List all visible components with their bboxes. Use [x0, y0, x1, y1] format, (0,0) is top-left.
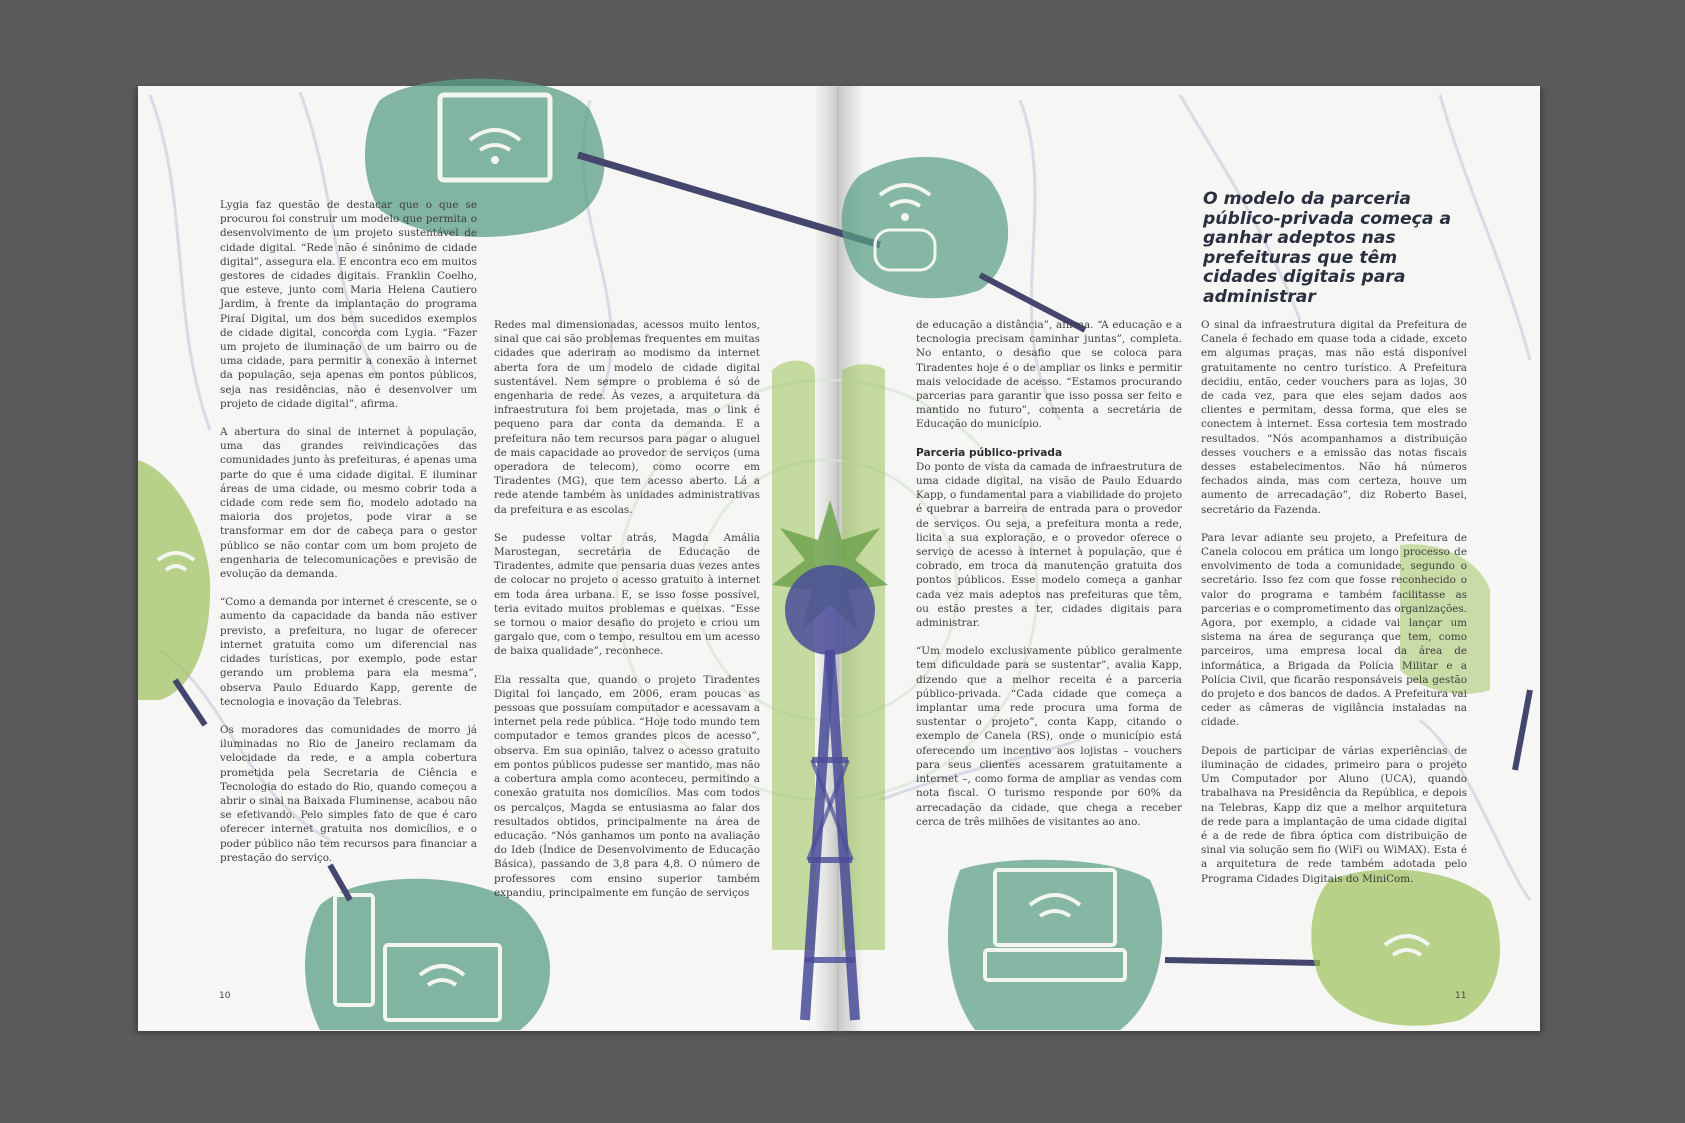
laptop-wifi-icon: [948, 860, 1162, 1030]
network-link: [578, 155, 880, 245]
page-number-right: 11: [1455, 991, 1467, 1001]
paragraph: Redes mal dimensionadas, acessos muito lentos, sinal que cai são problemas frequentes em muitas cidades que aderiram ao modismo da internet aberta fora de um modelo de cidade digital sustentável. Nem sempre o problema é só de engenharia de rede. Às vezes, a arquitetura da infraestrutura foi bem projetada, mas o link é pequeno para dar conta da demanda. E a prefeitura não tem recursos para pagar o aluguel de mais capacidade ao provedor de serviços (uma operadora de telecom), como ocorre em Tiradentes (MG), que tem acesso aberto. Lá a rede atende também às unidades administrativas da prefeitura e as escolas.: [494, 319, 760, 516]
paragraph: de educação a distância”, afirma. “A educação e a tecnologia precisam caminhar juntas”, completa. No entanto, o desafio que se coloca para Tiradentes hoje é o de ampliar os links e permitir mais velocidade de acesso. “Estamos procurando parcerias para garantir que isso possa ser feito e mantido no futuro”, comenta a secretária de Educação do município.: [916, 319, 1182, 431]
section-subheading: Parceria público-privada: [916, 446, 1063, 459]
article-column-2: [494, 318, 760, 900]
paragraph: Depois de participar de várias experiências de iluminação de cidades, primeiro para o projeto Um Computador por Aluno (UCA), quando trabalhava na Presidência da República, e depois na Telebras, Kapp diz que a melhor arquitetura de rede para a implantação de uma cidade digital é a de rede de fibra óptica com distribuição de sinal via solução sem fio (WiFi ou WiMAX). Esta é a arquitetura de rede também adotada pelo Programa Cidades Digitais do MiniCom.: [1201, 744, 1467, 885]
paragraph: “Um modelo exclusivamente público geralmente tem dificuldade para se sustentar”, avalia Kapp, dizendo que a melhor receita é a parceria público-privada. “Cada cidade que começa a implantar uma rede procura uma forma de sustentar o projeto”, conta Kapp, citando o exemplo de Canela (RS), onde o município está oferecendo um incentivo aos lojistas – vouchers para seus clientes acessarem gratuitamente a internet –, como forma de ampliar as vendas com nota fiscal. O turismo responde por 60% da arrecadação da cidade, que chega a receber cerca de três milhões de visitantes ao ano.: [916, 645, 1182, 828]
article-column-4: [1201, 318, 1467, 900]
page-number-left: 10: [219, 991, 231, 1001]
paragraph: Lygia faz questão de destacar que o que se procurou foi construir um modelo que permita o desenvolvimento de um projeto sustentável de cidade digital. “Rede não é sinônimo de cidade digital”, assegura ela. E encontra eco em muitos gestores de cidades digitais. Franklin Coelho, que esteve, junto com Maria Helena Cautiero Jardim, à frente da implantação do programa Piraí Digital, um dos bem sucedidos exemplos de cidade digital, concorda com Lygia. “Fazer um projeto de iluminação de um bairro ou de uma cidade, para permitir a conexão à internet da população, seja apenas em pontos públicos, seja nas residências, não é desenvolver um projeto de cidade digital”, afirma.: [220, 199, 477, 410]
paragraph: Para levar adiante seu projeto, a Prefeitura de Canela colocou em prática um longo processo de envolvimento de toda a comunidade, segundo o secretário. Isso fez com que fosse reconhecido o valor do programa e também facilitasse as parcerias e o comprometimento das organizações. Agora, por exemplo, a cidade vai lançar um sistema na área de segurança que tem, como parceiros, uma empresa local da área de informática, a Brigada da Polícia Militar e a Polícia Civil, que ficarão responsáveis pela gestão do projeto e dos bancos de dados. A Prefeitura vai ceder as câmeras de vigilância instaladas na cidade.: [1201, 531, 1467, 729]
paragraph: Do ponto de vista da camada de infraestrutura de uma cidade digital, na visão de Paulo Eduardo Kapp, o fundamental para a viabilidade do projeto é quebrar a barreira de entrada para o provedor de serviços. Ou seja, a prefeitura monta a rede, licita a sua exploração, e o provedor oferece o serviço de acesso à internet à população, que é cobrado, em troca da manutenção gratuita dos pontos públicos. Esse modelo começa a ganhar cada vez mais adeptos nas prefeituras que têm, ou estão prestes a ter, cidades digitais para administrar.: [916, 460, 1182, 630]
network-link: [1165, 960, 1320, 963]
paragraph: A abertura do sinal de internet à população, uma das grandes reivindicações das comunidades junto às prefeituras, é apenas uma parte do que é uma cidade digital. E iluminar áreas de uma cidade, ou mesmo cobrir toda a cidade com rede sem fio, modelo adotado na maioria dos projetos, pode virar a se transformar em dor de cabeça para o gestor público se não contar com um bom projeto de engenharia de telecomunicações e previsão de evolução da demanda.: [220, 426, 477, 581]
tablet-wifi-icon: [138, 460, 210, 700]
paragraph: Os moradores das comunidades de morro já iluminadas no Rio de Janeiro reclamam da velocidade da rede, e a ampla cobertura prometida pela Secretaria de Ciência e Tecnologia do estado do Rio, quando começou a abrir o sinal na Baixada Fluminense, acabou não se efetivando. Pelo simples fato de que é caro oferecer internet gratuita nos domicílios, e o poder público não tem recursos para financiar a prestação do serviço.: [220, 723, 477, 864]
network-link: [175, 680, 205, 725]
network-link: [1515, 690, 1530, 770]
article-column-3: [916, 318, 1182, 843]
paragraph: Ela ressalta que, quando o projeto Tiradentes Digital foi lançado, em 2006, eram poucas as pessoas que possuíam computador e acessavam a internet pela rede pública. “Hoje todo mundo tem computador e temos grandes picos de acesso”, observa. Em sua opinião, talvez o acesso gratuito em pontos públicos pudesse ser mantido, mas não a cobertura ampla como aconteceu, permitindo a conexão gratuita nos domicílios. Mas com todos os percalços, Magda se entusiasma ao falar dos resultados obtidos, principalmente na área de educação. “Nós ganhamos um ponto na avaliação do Ideb (Índice de Desenvolvimento de Educação Básica), passando de 3,8 para 4,8. O número de professores com ensino superior também expandiu, principalmente em função de serviços: [494, 673, 760, 899]
paragraph: Se pudesse voltar atrás, Magda Amália Marostegan, secretária de Educação de Tiradentes, admite que pensaria duas vezes antes de colocar no projeto o acesso gratuito à internet em toda área urbana. E, se isso fosse possível, teria evitado muitos problemas e queixas. “Esse se tornou o maior desafio do projeto e criou um gargalo que, com o tempo, resultou em um acesso de baixa qualidade”, reconhece.: [494, 531, 760, 658]
desktop-computer-wifi-icon: [305, 879, 550, 1030]
paragraph: O sinal da infraestrutura digital da Prefeitura de Canela é fechado em quase toda a cidade, exceto em algumas praças, mas não está disponível gratuitamente no centro turístico. A Prefeitura decidiu, então, ceder vouchers para as lojas, 30 de cada vez, para que eles sejam dados aos clientes e permitam, dessa forma, que eles se conectem à internet. Essa cortesia tem mostrado resultados. “Nós acompanhamos a distribuição desses vouchers e a emissão das notas fiscais desses estabelecimentos. Não há números fechados ainda, mas com certeza, houve um aumento de arrecadação”, diz Roberto Basei, secretário da Fazenda.: [1201, 319, 1467, 516]
pull-quote-headline: O modelo da parceria público-privada começa a ganhar adeptos nas prefeituras que têm cidades digitais para administrar: [1203, 189, 1452, 307]
paragraph: “Como a demanda por internet é crescente, se o aumento da capacidade da banda não estiver previsto, a prefeitura, no lugar de oferecer internet gratuita como um diferencial nas cidades turísticas, por exemplo, pode estar gerando um problema para ela mesma”, observa Paulo Eduardo Kapp, gerente de tecnologia e inovação da Telebras.: [220, 596, 477, 708]
article-column-1: [220, 198, 477, 879]
